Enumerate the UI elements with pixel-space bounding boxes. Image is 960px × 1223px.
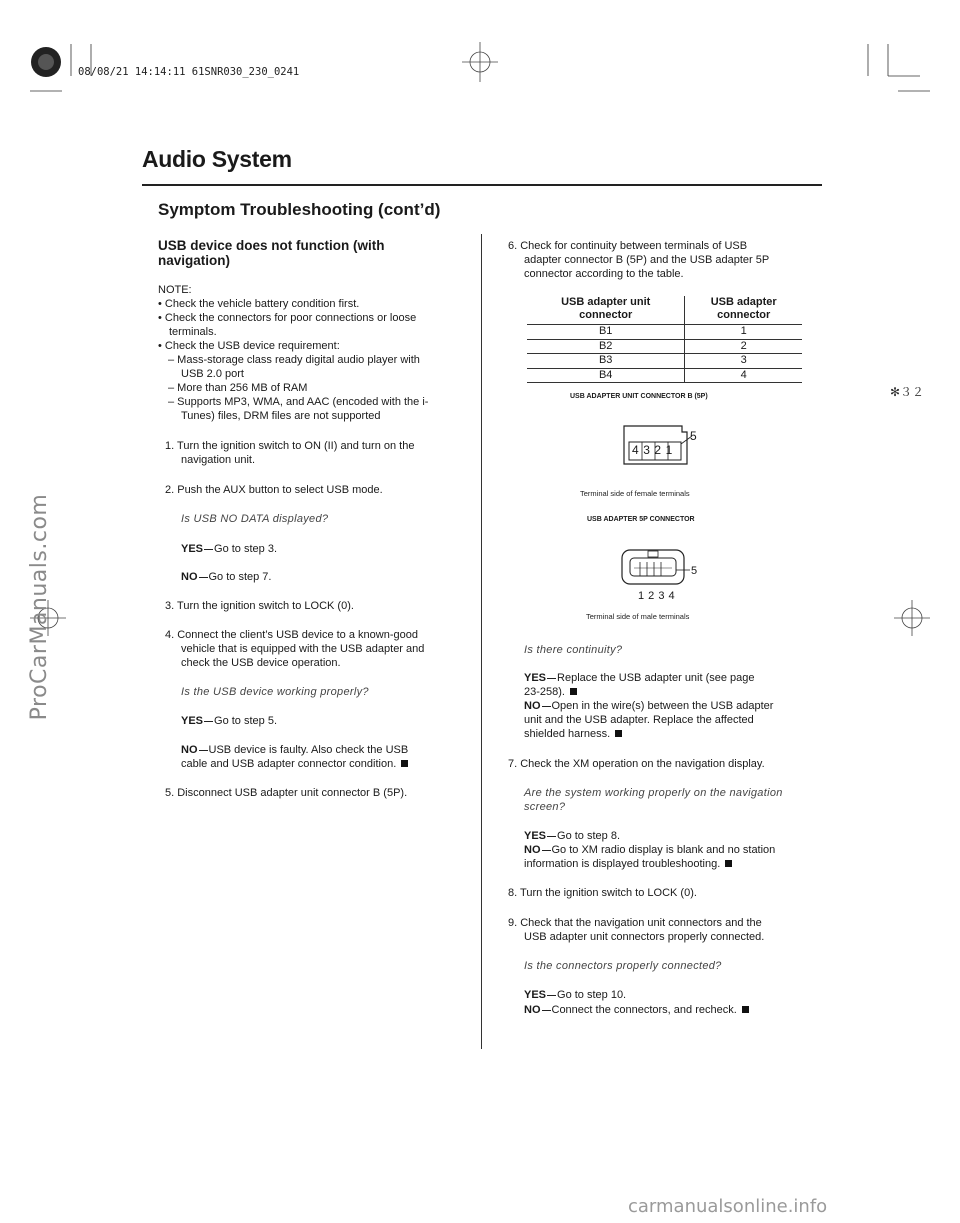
table-cell: 2 [685, 339, 802, 354]
end-mark [742, 1006, 749, 1013]
q1-yes-text: Go to step 3. [214, 543, 277, 555]
pin-label: 1 [665, 443, 677, 457]
q4-no-text: Go to XM radio display is blank and no station [551, 844, 776, 856]
q3-no-text: Open in the wire(s) between the USB adapter [551, 700, 774, 712]
step-4: 4. Connect the client’s USB device to a known-good [165, 629, 418, 641]
yes-label: YES [181, 543, 204, 555]
q2-no-text-cont: cable and USB adapter connector condition. [181, 758, 397, 770]
fig2-pins: 1 2 3 4 [638, 590, 676, 602]
q3-no-text-cont2: shielded harness. [524, 728, 611, 740]
margin-mark: ✻３２ [890, 385, 925, 399]
q5-yes-text: Go to step 10. [557, 989, 627, 1001]
table-header-unit-line2: connector [579, 309, 633, 321]
pin-label: 4 [632, 443, 644, 457]
yes-label: YES [524, 830, 547, 842]
bottom-watermark: carmanualsonline.info [628, 1196, 828, 1217]
page-title: Audio System [142, 146, 292, 172]
question-1: Is USB NO DATA displayed? [181, 513, 329, 525]
table-cell: 3 [685, 354, 802, 369]
step-8: 8. Turn the ignition switch to LOCK (0). [508, 887, 697, 899]
table-cell: B4 [527, 368, 685, 383]
requirement-3-cont: Tunes) files, DRM files are not supported [181, 410, 381, 422]
table-header-adapter-line2: connector [717, 309, 771, 321]
fig1-caption: USB ADAPTER UNIT CONNECTOR B (5P) [570, 393, 708, 400]
q5-no-text: Connect the connectors, and recheck. [551, 1004, 737, 1016]
q3-no-cont2 [524, 728, 622, 742]
end-mark [401, 760, 408, 767]
step-2: 2. Push the AUX button to select USB mode. [165, 484, 383, 496]
table-cell: 1 [685, 325, 802, 340]
note-3: • Check the USB device requirement: [158, 340, 340, 352]
no-label: NO [181, 571, 198, 583]
step-4-cont2: check the USB device operation. [181, 657, 341, 669]
question-2: Is the USB device working properly? [181, 686, 369, 698]
q3-yes-cont [524, 686, 577, 700]
q2-no [181, 744, 408, 758]
q4-yes [524, 830, 620, 844]
step-6: 6. Check for continuity between terminals of USB [508, 240, 748, 252]
question-4: Are the system working properly on the navigation [524, 787, 783, 799]
step-1-cont: navigation unit. [181, 454, 255, 466]
requirement-1-cont: USB 2.0 port [181, 368, 244, 380]
q4-no-cont [524, 858, 732, 872]
section-heading-line2: navigation) [158, 253, 231, 268]
yes-label: YES [181, 715, 204, 727]
no-label: NO [524, 844, 541, 856]
q4-no [524, 844, 775, 858]
q5-yes [524, 989, 626, 1003]
q4-yes-text: Go to step 8. [557, 830, 620, 842]
step-6-cont: adapter connector B (5P) and the USB adapter 5P [524, 254, 770, 266]
q3-yes-text-cont: 23-258). [524, 686, 565, 698]
table-row [527, 354, 802, 369]
step-5: 5. Disconnect USB adapter unit connector B (5P). [165, 787, 408, 799]
table-row [527, 368, 802, 383]
yes-label: YES [524, 672, 547, 684]
step-9: 9. Check that the navigation unit connectors and the [508, 917, 762, 929]
continuity-table [527, 296, 802, 383]
section-heading-line1: USB device does not function (with [158, 238, 385, 253]
note-2-cont: terminals. [169, 326, 217, 338]
step-9-cont: USB adapter unit connectors properly connected. [524, 931, 765, 943]
question-3: Is there continuity? [524, 644, 623, 656]
table-header-unit [527, 296, 685, 325]
yes-label: YES [524, 989, 547, 1001]
step-3: 3. Turn the ignition switch to LOCK (0). [165, 600, 354, 612]
step-7: 7. Check the XM operation on the navigation display. [508, 758, 765, 770]
step-1: 1. Turn the ignition switch to ON (II) and turn on the [165, 440, 415, 452]
q3-yes-text: Replace the USB adapter unit (see page [557, 672, 755, 684]
q2-no-cont [181, 758, 408, 772]
male-connector-diagram [620, 546, 720, 596]
question-4-cont: screen? [524, 801, 566, 813]
table-cell: 4 [685, 368, 802, 383]
q2-no-text: USB device is faulty. Also check the USB [208, 744, 409, 756]
table-header-adapter-line1: USB adapter [710, 296, 777, 308]
note-2: • Check the connectors for poor connections or loose [158, 312, 417, 324]
pin-label: 3 [643, 443, 655, 457]
q3-yes [524, 672, 755, 686]
fig1-pin5: 5 [690, 429, 697, 443]
fig1-pins [632, 444, 677, 458]
table-cell: B1 [527, 325, 685, 340]
title-rule [142, 184, 822, 186]
table-cell: B2 [527, 339, 685, 354]
section-heading [158, 238, 458, 268]
print-stamp: 08/08/21 14:14:11 61SNR030_230_0241 [78, 66, 300, 78]
no-label: NO [524, 700, 541, 712]
q4-no-text-cont: information is displayed troubleshooting. [524, 858, 721, 870]
q2-yes-text: Go to step 5. [214, 715, 277, 727]
q3-no-cont: unit and the USB adapter. Replace the affected [524, 714, 754, 726]
note-label: NOTE: [158, 284, 192, 296]
question-5: Is the connectors properly connected? [524, 960, 722, 972]
fig2-note: Terminal side of male terminals [586, 612, 690, 621]
fig2-pin5: 5 [691, 565, 698, 577]
note-1: • Check the vehicle battery condition first. [158, 298, 360, 310]
end-mark [570, 688, 577, 695]
q3-no [524, 700, 773, 714]
page-subtitle: Symptom Troubleshooting (cont’d) [158, 200, 441, 219]
table-row [527, 325, 802, 340]
table-header-unit-line1: USB adapter unit [561, 296, 651, 308]
end-mark [725, 860, 732, 867]
requirement-1: – Mass-storage class ready digital audio player with [168, 354, 420, 366]
q1-yes [181, 543, 277, 557]
fig2-caption: USB ADAPTER 5P CONNECTOR [587, 516, 695, 523]
no-label: NO [181, 744, 198, 756]
column-divider [481, 234, 482, 1049]
q1-no [181, 571, 271, 585]
requirement-2: – More than 256 MB of RAM [168, 382, 308, 394]
q2-yes [181, 715, 277, 729]
table-row [527, 339, 802, 354]
table-header-adapter [685, 296, 802, 325]
q5-no [524, 1004, 749, 1018]
pin-label: 2 [654, 443, 666, 457]
side-watermark: ProCarManuals.com [27, 493, 52, 721]
fig1-note: Terminal side of female terminals [580, 489, 690, 498]
step-6-cont2: connector according to the table. [524, 268, 684, 280]
step-4-cont: vehicle that is equipped with the USB adapter and [181, 643, 425, 655]
no-label: NO [524, 1004, 541, 1016]
table-cell: B3 [527, 354, 685, 369]
end-mark [615, 730, 622, 737]
requirement-3: – Supports MP3, WMA, and AAC (encoded with the i- [168, 396, 429, 408]
q1-no-text: Go to step 7. [208, 571, 272, 583]
